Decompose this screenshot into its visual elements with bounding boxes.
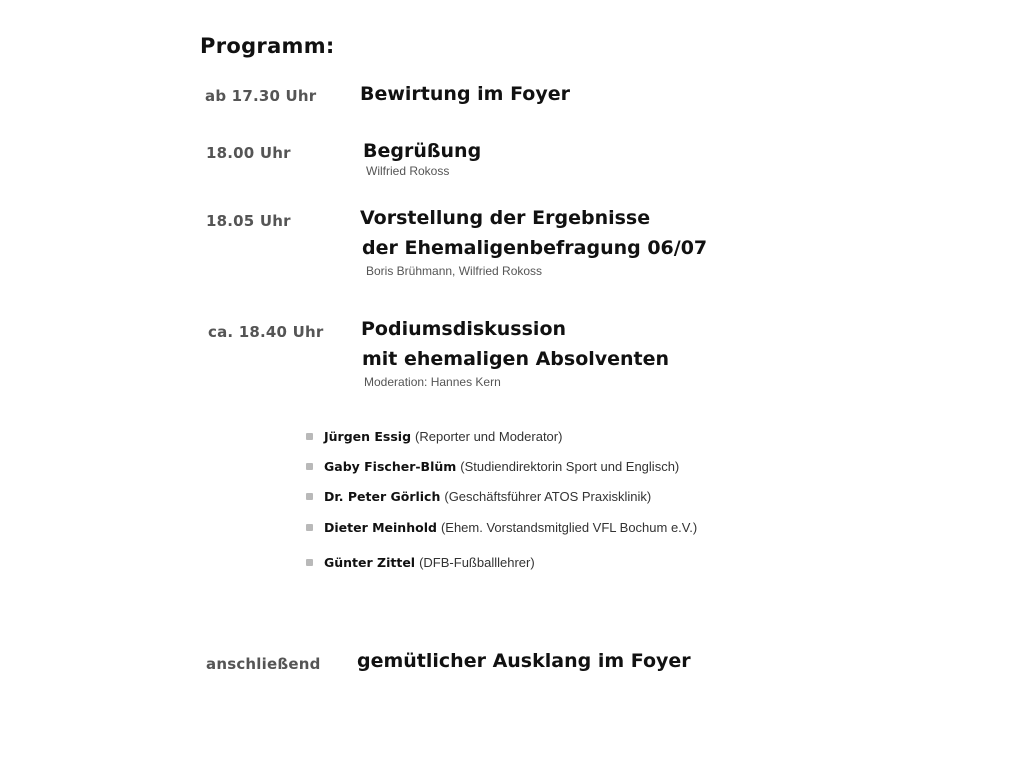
panelist-role: (Geschäftsführer ATOS Praxisklinik) bbox=[444, 489, 652, 504]
schedule-title: Bewirtung im Foyer bbox=[360, 83, 570, 105]
panelist-role: (Reporter und Moderator) bbox=[415, 429, 563, 444]
schedule-time: ab 17.30 Uhr bbox=[205, 87, 317, 105]
schedule-speaker: Wilfried Rokoss bbox=[366, 164, 450, 178]
bullet-icon bbox=[306, 524, 313, 531]
panelist-list-item bbox=[306, 429, 562, 444]
panelist-name: Dr. Peter Görlich bbox=[324, 489, 441, 504]
panelist-role: (DFB-Fußballlehrer) bbox=[419, 555, 535, 570]
schedule-title: Vorstellung der Ergebnisse bbox=[360, 207, 651, 229]
schedule-time: ca. 18.40 Uhr bbox=[208, 323, 324, 341]
schedule-time: 18.00 Uhr bbox=[206, 144, 291, 162]
closing-title: gemütlicher Ausklang im Foyer bbox=[357, 650, 691, 672]
panelist-role: (Studiendirektorin Sport und Englisch) bbox=[460, 459, 680, 474]
bullet-icon bbox=[306, 559, 313, 566]
closing-time: anschließend bbox=[206, 655, 321, 673]
schedule-speaker: Boris Brühmann, Wilfried Rokoss bbox=[366, 264, 543, 278]
panelist-name: Dieter Meinhold bbox=[324, 520, 437, 535]
schedule-title: Begrüßung bbox=[363, 140, 482, 162]
panelist-list-item bbox=[306, 459, 679, 474]
panelist-name: Gaby Fischer-Blüm bbox=[324, 459, 457, 474]
panelist-list-item bbox=[306, 555, 535, 570]
panelist-list-item bbox=[306, 520, 697, 535]
program-heading: Programm: bbox=[200, 34, 335, 58]
bullet-icon bbox=[306, 463, 313, 470]
panelist-list-item bbox=[306, 489, 651, 504]
schedule-title: Podiumsdiskussion bbox=[361, 318, 567, 340]
bullet-icon bbox=[306, 433, 313, 440]
schedule-title-line-2: mit ehemaligen Absolventen bbox=[362, 348, 670, 370]
schedule-title-line-2: der Ehemaligenbefragung 06/07 bbox=[362, 237, 708, 259]
panelist-role: (Ehem. Vorstandsmitglied VFL Bochum e.V.) bbox=[440, 520, 698, 535]
schedule-moderator: Moderation: Hannes Kern bbox=[364, 375, 501, 389]
panelist-name: Günter Zittel bbox=[324, 555, 416, 570]
panelist-name: Jürgen Essig bbox=[324, 429, 412, 444]
schedule-time: 18.05 Uhr bbox=[206, 212, 291, 230]
bullet-icon bbox=[306, 493, 313, 500]
